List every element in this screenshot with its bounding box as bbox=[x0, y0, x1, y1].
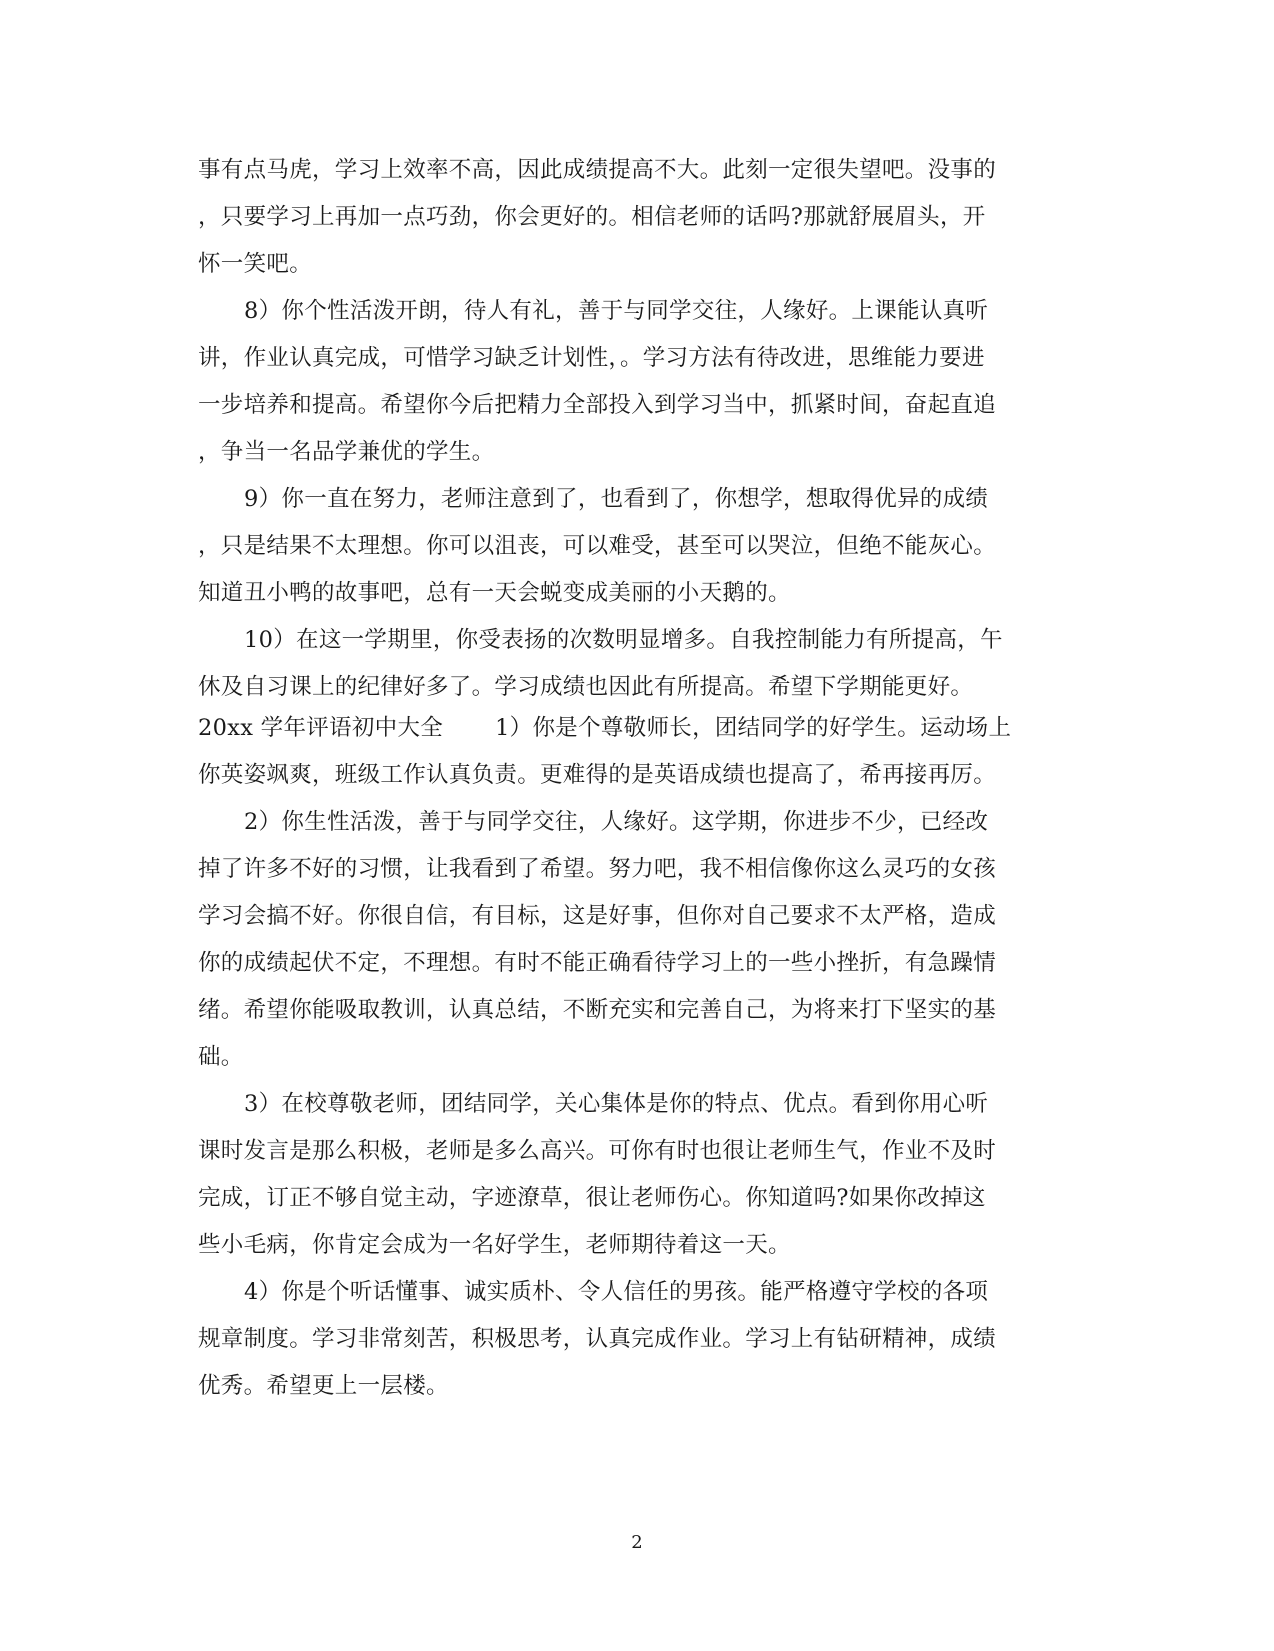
text-line: 怀一笑吧。 bbox=[198, 251, 313, 277]
text-line: ，只要学习上再加一点巧劲，你会更好的。相信老师的话吗?那就舒展眉头，开 bbox=[198, 204, 986, 230]
text-line: 规章制度。学习非常刻苦，积极思考，认真完成作业。学习上有钻研精神，成绩 bbox=[198, 1326, 997, 1352]
text-line: ，只是结果不太理想。你可以沮丧，可以难受，甚至可以哭泣，但绝不能灰心。 bbox=[198, 533, 997, 559]
text-line: 绪。希望你能吸取教训，认真总结，不断充实和完善自己，为将来打下坚实的基 bbox=[198, 997, 997, 1023]
text-line: 一步培养和提高。希望你今后把精力全部投入到学习当中，抓紧时间，奋起直追 bbox=[198, 392, 997, 418]
text-line: 你英姿飒爽，班级工作认真负责。更难得的是英语成绩也提高了，希再接再厉。 bbox=[198, 762, 997, 788]
text-line: 事有点马虎，学习上效率不高，因此成绩提高不大。此刻一定很失望吧。没事的 bbox=[198, 157, 997, 183]
section-heading: 20xx 学年评语初中大全 bbox=[198, 715, 444, 741]
text-line: 完成，订正不够自觉主动，字迹潦草，很让老师伤心。你知道吗?如果你改掉这 bbox=[198, 1185, 986, 1211]
text-line: ，争当一名品学兼优的学生。 bbox=[198, 439, 495, 465]
paragraph-start-1: 1）你是个尊敬师长，团结同学的好学生。运动场上 bbox=[495, 715, 1012, 741]
text-line: 知道丑小鸭的故事吧，总有一天会蜕变成美丽的小天鹅的。 bbox=[198, 580, 791, 606]
text-line: 优秀。希望更上一层楼。 bbox=[198, 1373, 449, 1399]
page-number: 2 bbox=[631, 1532, 643, 1553]
text-line: 学习会搞不好。你很自信，有目标，这是好事，但你对自己要求不太严格，造成 bbox=[198, 903, 997, 929]
text-line: 掉了许多不好的习惯，让我看到了希望。努力吧，我不相信像你这么灵巧的女孩 bbox=[198, 856, 997, 882]
text-line: 些小毛病，你肯定会成为一名好学生，老师期待着这一天。 bbox=[198, 1232, 791, 1258]
paragraph-start-9: 9）你一直在努力，老师注意到了，也看到了，你想学，想取得优异的成绩 bbox=[244, 486, 989, 512]
text-line: 课时发言是那么积极，老师是多么高兴。可你有时也很让老师生气，作业不及时 bbox=[198, 1138, 997, 1164]
paragraph-start-8: 8）你个性活泼开朗，待人有礼，善于与同学交往，人缘好。上课能认真听 bbox=[244, 298, 989, 324]
section-heading-line bbox=[198, 713, 1011, 743]
paragraph-start-2: 2）你生性活泼，善于与同学交往，人缘好。这学期，你进步不少，已经改 bbox=[244, 809, 989, 835]
paragraph-start-10: 10）在这一学期里，你受表扬的次数明显增多。自我控制能力有所提高，午 bbox=[244, 627, 1003, 653]
text-line: 讲，作业认真完成，可惜学习缺乏计划性，。学习方法有待改进，思维能力要进 bbox=[198, 345, 985, 371]
paragraph-start-3: 3）在校尊敬老师，团结同学，关心集体是你的特点、优点。看到你用心听 bbox=[244, 1091, 989, 1117]
text-line: 础。 bbox=[198, 1044, 244, 1070]
text-line: 休及自习课上的纪律好多了。学习成绩也因此有所提高。希望下学期能更好。 bbox=[198, 674, 974, 700]
text-line: 你的成绩起伏不定，不理想。有时不能正确看待学习上的一些小挫折，有急躁情 bbox=[198, 950, 997, 976]
paragraph-start-4: 4）你是个听话懂事、诚实质朴、令人信任的男孩。能严格遵守学校的各项 bbox=[244, 1279, 989, 1305]
